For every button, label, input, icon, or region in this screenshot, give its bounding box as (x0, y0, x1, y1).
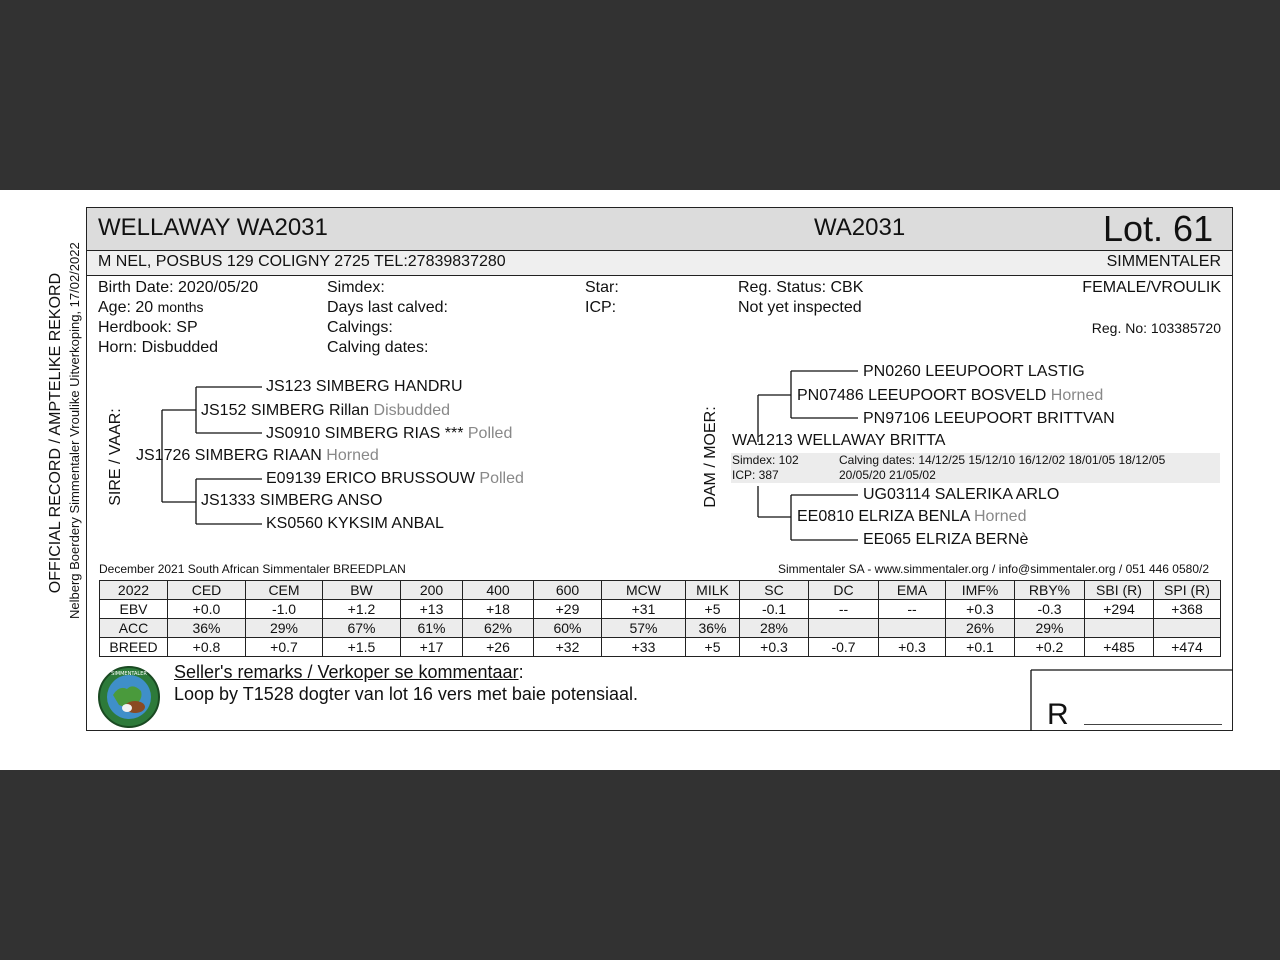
remarks-text: Loop by T1528 dogter van lot 16 vers met baie potensiaal. (174, 684, 638, 704)
icp-label: ICP: (585, 299, 617, 316)
ebv-cell: +368 (1154, 600, 1221, 619)
ebv-header-row (100, 581, 1221, 600)
acc-cell: 62% (463, 619, 534, 638)
acc-cell: 60% (534, 619, 602, 638)
sire-dam-name: JS1333 SIMBERG ANSO (201, 492, 383, 509)
acc-row (100, 619, 1221, 638)
ebv-cell: +29 (534, 600, 602, 619)
auction-label: Nelberg Boerdery Simmentaler Vroulike Uitverkoping, 17/02/2022 (67, 242, 82, 619)
svg-text:SIMMENTALER: SIMMENTALER (111, 671, 147, 677)
ebv-header: IMF% (946, 581, 1015, 600)
breed-cell: +474 (1154, 638, 1221, 657)
age: Age: 20 months (98, 299, 204, 316)
sire-label: SIRE / VAAR: (107, 408, 124, 506)
simmentaler-globe-logo-icon (97, 665, 161, 729)
ebv-cell: +0.3 (946, 600, 1015, 619)
acc-cell: ACC (100, 619, 168, 638)
ebv-header: CED (168, 581, 246, 600)
animal-name: WELLAWAY WA2031 (98, 214, 328, 241)
dam-sire-name: PN07486 LEEUPOORT BOSVELD Horned (797, 387, 1104, 404)
ebv-header: DC (809, 581, 879, 600)
sire-sire-sire-name: JS123 SIMBERG HANDRU (266, 378, 463, 395)
acc-cell: 36% (168, 619, 246, 638)
sex-label: FEMALE/VROULIK (1082, 279, 1221, 296)
breedplan-contact: Simmentaler SA - www.simmentaler.org / info@simmentaler.org / 051 446 0580/2 (777, 562, 1209, 576)
ebv-header: 400 (463, 581, 534, 600)
breed-cell: +485 (1085, 638, 1154, 657)
ebv-cell: +13 (401, 600, 463, 619)
animal-id: WA2031 (814, 214, 906, 241)
ebv-cell: -- (879, 600, 946, 619)
ebv-cell: -- (809, 600, 879, 619)
ebv-header: 2022 (100, 581, 168, 600)
acc-cell (809, 619, 879, 638)
price-label: R (1047, 698, 1069, 731)
calving-dates: Calving dates: (327, 339, 429, 356)
herdbook: Herdbook: SP (98, 319, 198, 336)
acc-cell: 29% (246, 619, 323, 638)
calvings: Calvings: (327, 319, 393, 336)
acc-cell: 29% (1015, 619, 1085, 638)
ebv-cell: -0.1 (740, 600, 809, 619)
breed-cell: +0.8 (168, 638, 246, 657)
ebv-row (100, 600, 1221, 619)
acc-cell: 57% (602, 619, 686, 638)
acc-cell: 26% (946, 619, 1015, 638)
ebv-table (99, 580, 1221, 657)
star-label: Star: (585, 279, 619, 296)
breedplan-source: December 2021 South African Simmentaler BREEDPLAN (99, 562, 406, 576)
breed-cell: -0.7 (809, 638, 879, 657)
remarks-title: Seller's remarks / Verkoper se kommentaar: (174, 662, 524, 682)
ebv-cell: +31 (602, 600, 686, 619)
days-last-calved: Days last calved: (327, 299, 448, 316)
breed-cell: +0.2 (1015, 638, 1085, 657)
dam-simdex: Simdex: 102 (732, 453, 799, 467)
ebv-header: 600 (534, 581, 602, 600)
official-record-label: OFFICIAL RECORD / AMPTELIKE REKORD (47, 272, 64, 594)
ebv-cell: -1.0 (246, 600, 323, 619)
dam-sire-dam-name: PN97106 LEEUPOORT BRITTVAN (863, 410, 1115, 427)
ebv-header: RBY% (1015, 581, 1085, 600)
ebv-cell: +5 (686, 600, 740, 619)
reg-number: Reg. No: 103385720 (1091, 320, 1221, 336)
dam-dam-sire-name: UG03114 SALERIKA ARLO (863, 486, 1060, 503)
ebv-cell: +1.2 (323, 600, 401, 619)
dam-dam-dam-name: EE065 ELRIZA BERNè (863, 531, 1029, 548)
ebv-cell: -0.3 (1015, 600, 1085, 619)
simdex-label: Simdex: (327, 279, 385, 296)
dam-sire-sire-name: PN0260 LEEUPOORT LASTIG (863, 363, 1085, 380)
breed-cell: +33 (602, 638, 686, 657)
ebv-cell: +294 (1085, 600, 1154, 619)
breed-cell: BREED (100, 638, 168, 657)
ebv-header: MCW (602, 581, 686, 600)
breed-cell: +17 (401, 638, 463, 657)
ebv-cell: EBV (100, 600, 168, 619)
owner-address: M NEL, POSBUS 129 COLIGNY 2725 TEL:27839837280 (98, 253, 506, 270)
breed-row (100, 638, 1221, 657)
breed-cell: +32 (534, 638, 602, 657)
sire-name: JS1726 SIMBERG RIAAN Horned (136, 447, 379, 464)
dam-icp: ICP: 387 (732, 468, 779, 482)
ebv-header: CEM (246, 581, 323, 600)
sire-dam-dam-name: KS0560 KYKSIM ANBAL (266, 515, 444, 532)
ebv-header: SC (740, 581, 809, 600)
ebv-header: EMA (879, 581, 946, 600)
breed-label: SIMMENTALER (1106, 253, 1221, 270)
ebv-header: 200 (401, 581, 463, 600)
breed-cell: +26 (463, 638, 534, 657)
acc-cell: 28% (740, 619, 809, 638)
reg-status: Reg. Status: CBK (738, 279, 864, 296)
ebv-cell: +18 (463, 600, 534, 619)
dam-dam-name: EE0810 ELRIZA BENLA Horned (797, 508, 1027, 525)
sire-sire-name: JS152 SIMBERG Rillan Disbudded (201, 402, 451, 419)
acc-cell: 67% (323, 619, 401, 638)
acc-cell (879, 619, 946, 638)
breed-cell: +5 (686, 638, 740, 657)
acc-cell (1085, 619, 1154, 638)
ebv-header: BW (323, 581, 401, 600)
horn-status: Horn: Disbudded (98, 339, 219, 356)
acc-cell: 36% (686, 619, 740, 638)
dam-calving-dates-1: Calving dates: 14/12/25 15/12/10 16/12/02 18/01/05 18/12/05 (839, 453, 1166, 467)
ebv-header: SPI (R) (1154, 581, 1221, 600)
ebv-header: SBI (R) (1085, 581, 1154, 600)
lot-number: Lot. 61 (1103, 208, 1214, 249)
breed-cell: +1.5 (323, 638, 401, 657)
ebv-header: MILK (686, 581, 740, 600)
breed-cell: +0.7 (246, 638, 323, 657)
birth-date: Birth Date: 2020/05/20 (98, 279, 259, 296)
breed-cell: +0.1 (946, 638, 1015, 657)
sire-dam-sire-name: E09139 ERICO BRUSSOUW Polled (266, 470, 524, 487)
inspection-status: Not yet inspected (738, 299, 862, 316)
record-sheet (0, 190, 1280, 770)
ebv-cell: +0.0 (168, 600, 246, 619)
breed-cell: +0.3 (740, 638, 809, 657)
dam-label: DAM / MOER: (702, 406, 719, 508)
sire-sire-dam-name: JS0910 SIMBERG RIAS *** Polled (266, 425, 513, 442)
price-input-line[interactable] (1084, 724, 1222, 725)
dam-calving-dates-2: 20/05/20 21/05/02 (839, 468, 936, 482)
dam-name: WA1213 WELLAWAY BRITTA (732, 432, 946, 449)
breed-cell: +0.3 (879, 638, 946, 657)
acc-cell (1154, 619, 1221, 638)
acc-cell: 61% (401, 619, 463, 638)
